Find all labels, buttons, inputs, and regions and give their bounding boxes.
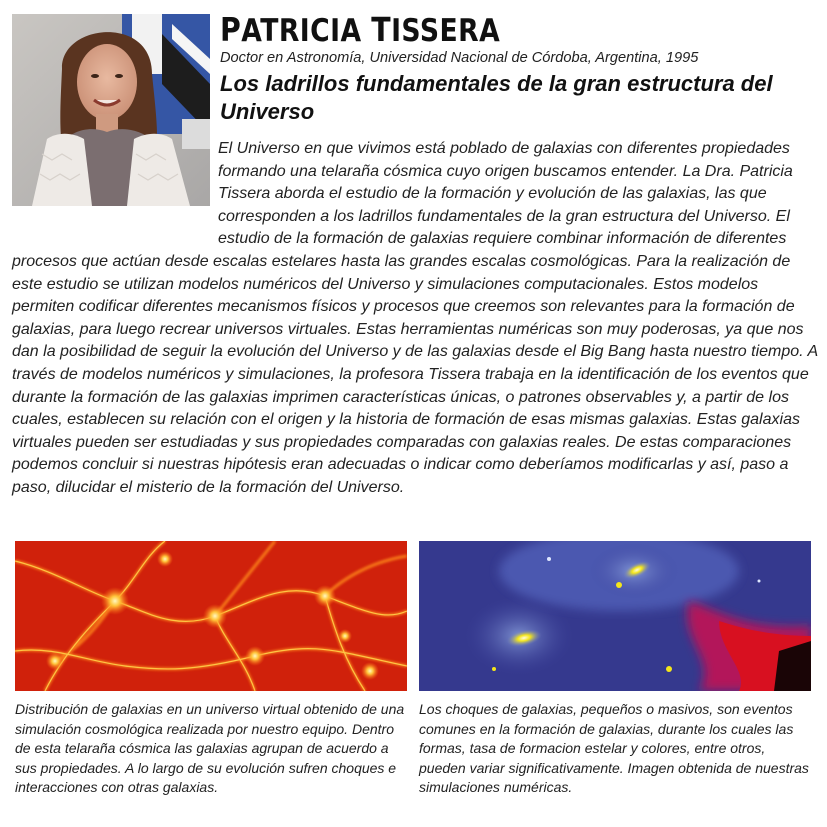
article-paragraph: El Universo en que vivimos está poblado de galaxias con diferentes propiedades formando una telaraña cósmica cuyo origen buscamos entender. La Dra. Patricia Tissera aborda el estudio de la formación y evolución de las galaxias, las que corresponden a los ladrillos fundamentales de la gran estructura del Universo. El estudio de la formación de galaxias requiere combinar información de diferentes procesos que actúan desde escalas estelares hasta las grandes escalas cosmológicas. Para la realización de este estudio se utilizan modelos numéricos del Universo y simulaciones computacionales. Estos modelos permiten codificar diferentes mecanismos físicos y procesos que creemos son relevantes para la formación de galaxias, para luego recrear universos virtuales. Estas herramientas numéricas son muy poderosas, ya que nos dan la posibilidad de seguir la evolución del Universo y de las galaxias desde el Big Bang hasta nuestro tiempo. A través de modelos numéricos y simulaciones, la profesora Tissera trabaja en la identificación de los eventos que durante la formación de las galaxias imprimen características únicas, o patrones observables y, a partir de los cuales, establecen su relación con el origen y la historia de formación de esas mismas galaxias. Estas galaxias virtuales pueden ser estudiadas y sus propiedades comparadas con galaxias reales. De estas comparaciones podemos concluir si nuestras hipótesis eran adecuadas o indicar como deberíamos modificarlas y así, paso a paso, dilucidar el misterio de la formación del Universo. <box>12 140 818 496</box>
article-body <box>12 138 818 500</box>
article-title: Los ladrillos fundamentales de la gran estructura del Universo <box>220 71 773 124</box>
author-name: PATRICIA TISSERA <box>220 10 501 49</box>
cosmic-web-image <box>15 541 407 691</box>
galaxy-collision-image <box>419 541 811 691</box>
author-degree: Doctor en Astronomía, Universidad Nacional de Córdoba, Argentina, 1995 <box>220 50 699 66</box>
figure-1-caption: Distribución de galaxias en un universo virtual obtenido de una simulación cosmológica realizada por nuestro equipo. Dentro de esta telaraña cósmica las galaxias agrupan de acuerdo a sus propiedades. A lo largo de su evolución sufren choques e interacciones con otras galaxias. <box>15 701 405 795</box>
text-wrap-spacer <box>12 138 218 231</box>
figure-2-caption: Los choques de galaxias, pequeños o masivos, son eventos comunes en la formación de galaxias, durante los cuales las formas, tasa de formacion estelar y colores, entre otros, pueden variar significativamente. Imagen obtenida de nuestras simulaciones numéricas. <box>419 701 809 795</box>
